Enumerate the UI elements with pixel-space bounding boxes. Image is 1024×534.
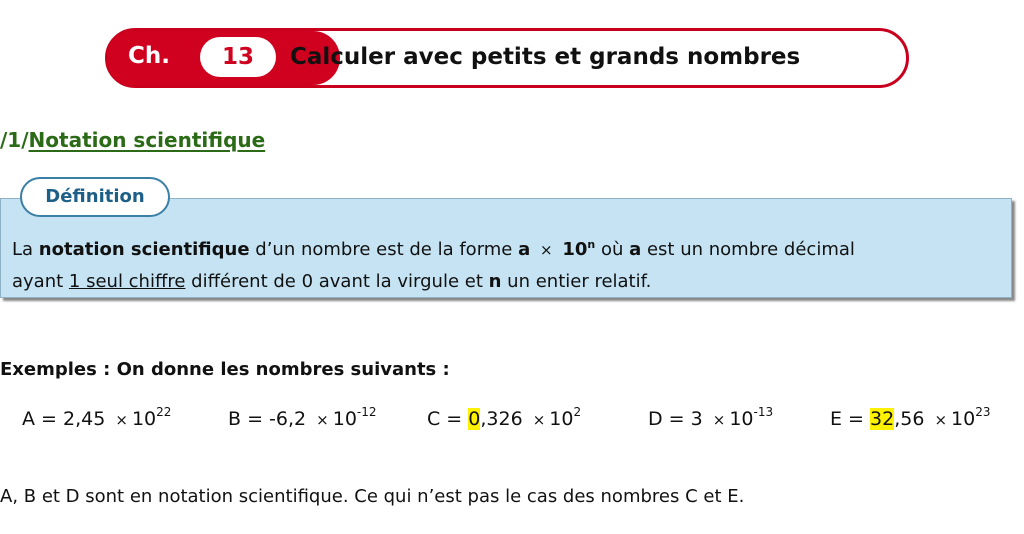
example-e (830, 405, 991, 430)
example-base: 10 (549, 408, 574, 430)
example-value: B = -6,2 (228, 408, 307, 430)
examples-heading: Exemples : On donne les nombres suivants : (0, 359, 450, 380)
times-symbol: × (540, 241, 553, 259)
example-c (427, 405, 581, 430)
highlighted-digits: 32 (870, 408, 895, 430)
def-text-part: où (595, 239, 630, 260)
example-b (228, 405, 377, 430)
def-symbol-a: a (518, 239, 531, 260)
highlighted-digits: 0 (468, 408, 481, 430)
example-exponent: 22 (156, 405, 172, 419)
example-value: E = (830, 408, 871, 430)
def-text-part: ayant (12, 271, 69, 292)
example-value: A = 2,45 (22, 408, 106, 430)
times-symbol: × (115, 411, 128, 429)
definition-text (12, 229, 1002, 297)
def-text-part: La (12, 239, 39, 260)
def-term: notation scientifique (38, 239, 250, 260)
chapter-title: Calculer avec petits et grands nombres (290, 44, 801, 70)
example-value: C = (427, 408, 469, 430)
def-text-part: différent de 0 avant la virgule et (185, 271, 489, 292)
example-value: ,56 (894, 408, 925, 430)
example-exponent: -12 (356, 405, 377, 419)
conclusion-text: A, B et D sont en notation scientifique. Ce qui n’est pas le cas des nombres C et E. (0, 486, 745, 507)
example-base: 10 (332, 408, 357, 430)
times-symbol: × (316, 411, 329, 429)
definition-tab: Définition (20, 177, 170, 217)
def-text-part: un entier relatif. (501, 271, 652, 292)
example-base: 10 (131, 408, 157, 430)
def-underlined: 1 seul chiffre (68, 271, 186, 292)
def-text-part: est un nombre décimal (641, 239, 855, 260)
def-symbol-n: n (488, 271, 502, 292)
chapter-number: 13 (200, 37, 276, 77)
definition-line-2 (12, 266, 1002, 297)
section-heading (0, 128, 265, 152)
example-exponent: 23 (975, 405, 991, 419)
definition-line-1 (12, 229, 1002, 266)
example-value: D = 3 (648, 408, 703, 430)
def-symbol-a: a (629, 239, 642, 260)
def-exponent: n (587, 238, 596, 251)
chapter-label: Ch. (128, 43, 170, 69)
example-exponent: -13 (753, 405, 774, 419)
times-symbol: × (712, 411, 726, 429)
def-text-part: d’un nombre est de la forme (249, 239, 519, 260)
example-value: ,326 (480, 408, 523, 430)
example-d (648, 405, 773, 430)
section-title: Notation scientifique (28, 128, 266, 152)
example-base: 10 (729, 408, 754, 430)
def-ten: 10 (562, 239, 588, 260)
times-symbol: × (532, 411, 546, 429)
example-base: 10 (951, 408, 976, 430)
chapter-banner (105, 28, 909, 88)
example-exponent: 2 (573, 405, 582, 419)
section-prefix: /1/ (0, 128, 29, 152)
times-symbol: × (934, 411, 948, 429)
example-a (22, 405, 171, 430)
